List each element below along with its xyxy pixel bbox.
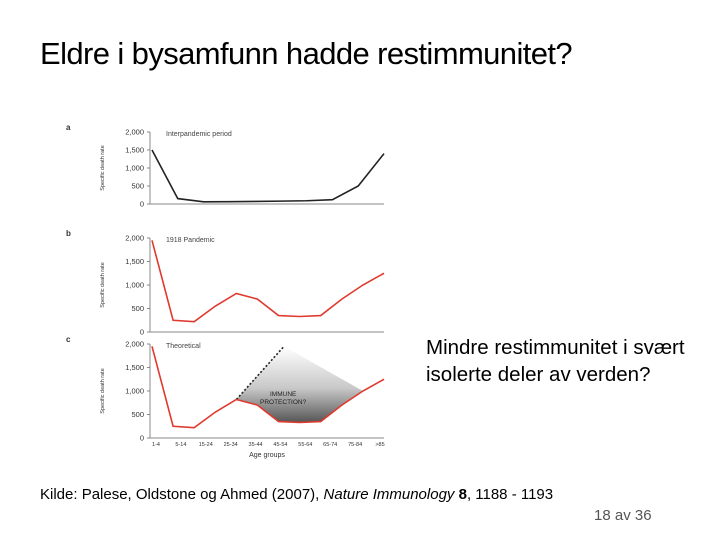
panel-letter-a: a — [66, 123, 71, 132]
y-tick-label-c: 500 — [131, 410, 144, 419]
immune-protection-area — [236, 346, 363, 422]
source-prefix: Kilde: Palese, Oldstone og Ahmed (2007), — [40, 486, 324, 503]
x-tick-label: 5-14 — [175, 442, 187, 448]
series-line-b — [152, 240, 384, 321]
source-citation — [40, 486, 553, 503]
x-axis-label: Age groups — [249, 452, 285, 459]
y-tick-label-b: 1,500 — [125, 257, 144, 266]
panel-letter-b: b — [66, 229, 71, 238]
x-tick-label: 45-54 — [273, 442, 288, 448]
y-tick-label-b: 0 — [139, 327, 144, 337]
x-tick-label: 55-64 — [298, 442, 313, 448]
y-tick-label-a: 1,500 — [125, 145, 144, 155]
y-tick-label-c: 0 — [139, 433, 144, 443]
chart-figure — [60, 118, 390, 462]
x-tick-label: 1-4 — [152, 442, 160, 448]
panel-letter-c: c — [66, 335, 71, 344]
y-axis-label-b: Specific death rate — [100, 262, 106, 308]
panel-annotation-b: 1918 Pandemic — [166, 237, 215, 244]
y-axis-label-a: Specific death rate — [100, 145, 106, 191]
x-tick-label: 15-24 — [198, 442, 213, 448]
source-volume: 8 — [458, 486, 467, 503]
source-pages: , 1188 - 1193 — [466, 486, 554, 503]
shaded-area-label: IMMUNE — [270, 391, 297, 398]
y-tick-label-a: 2,000 — [125, 127, 144, 137]
page-counter: 18 av 36 — [594, 507, 652, 524]
source-journal: Nature Immunology — [323, 486, 455, 503]
y-axis-label-c: Specific death rate — [100, 368, 106, 414]
y-tick-label-b: 1,000 — [125, 280, 144, 290]
y-tick-label-b: 500 — [131, 304, 144, 313]
y-tick-label-a: 0 — [139, 199, 144, 209]
panel-annotation-a: Interpandemic period — [166, 131, 232, 138]
y-tick-label-c: 2,000 — [125, 339, 144, 349]
y-tick-label-a: 500 — [131, 181, 144, 191]
y-tick-label-c: 1,000 — [125, 386, 144, 396]
shaded-area-label: PROTECTION? — [260, 399, 307, 406]
x-tick-label: 75-84 — [348, 442, 363, 448]
x-tick-label: 65-74 — [323, 442, 338, 448]
y-tick-label-b: 2,000 — [125, 233, 144, 243]
y-tick-label-a: 1,000 — [125, 163, 144, 173]
slide-title: Eldre i bysamfunn hadde restimmunitet? — [40, 36, 573, 71]
chart-svg — [60, 118, 390, 462]
x-tick-label: 25-34 — [223, 442, 238, 448]
x-tick-label: >85 — [375, 442, 385, 448]
side-text: Mindre restimmunitet i svært isolerte deler av verden? — [426, 336, 685, 386]
x-tick-label: 35-44 — [248, 442, 263, 448]
panel-annotation-c: Theoretical — [166, 343, 201, 350]
series-line-a — [152, 150, 384, 202]
y-tick-label-c: 1,500 — [125, 363, 144, 372]
